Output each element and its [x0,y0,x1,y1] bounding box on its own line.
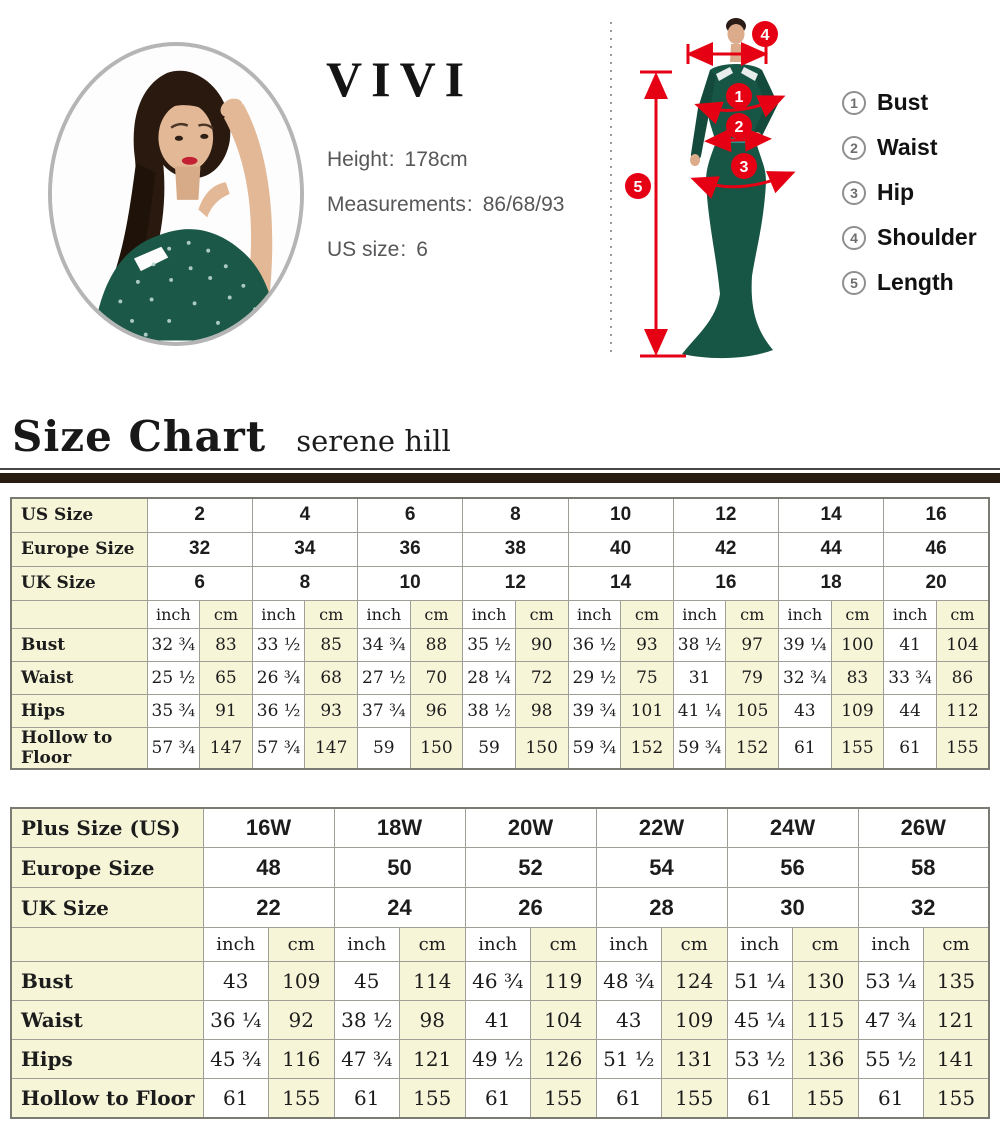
measurement-cell-inch: 36 ¼ [203,1001,269,1040]
legend-label: Length [877,269,954,295]
unit-cell-cm: cm [831,600,884,628]
measurement-cell-cm: 92 [269,1001,335,1040]
measurement-cell-cm: 152 [621,727,674,769]
unit-cell-cm: cm [400,928,466,962]
measurement-cell-cm: 91 [200,694,253,727]
legend-label: Hip [877,179,915,205]
measurement-cell-cm: 85 [305,628,358,661]
measure-row [11,628,989,661]
measurement-cell-inch: 39 ¾ [568,694,621,727]
measurement-cell-cm: 83 [200,628,253,661]
size-value-cell: 22W [596,808,727,848]
measurement-cell-inch: 25 ½ [147,661,200,694]
measurement-cell-inch: 28 ¼ [463,661,516,694]
badge-1: 1 [734,89,744,106]
measurement-cell-cm: 147 [305,727,358,769]
unit-cell-inch: inch [465,928,531,962]
measurements-line: Measurements: 86/68/93 [327,193,565,216]
unit-cell-inch: inch [673,600,726,628]
measurement-cell-cm: 83 [831,661,884,694]
circled-number-icon: 3 [842,181,866,205]
measurement-cell-inch: 49 ½ [465,1040,531,1079]
standard-size-table-mount [0,497,1000,770]
size-header-row [11,566,989,600]
measurement-cell-inch: 53 ¼ [858,962,924,1001]
legend-item-waist [842,125,977,170]
measurement-cell-cm: 70 [410,661,463,694]
measurement-cell-cm: 97 [726,628,779,661]
measurement-cell-cm: 115 [793,1001,859,1040]
measurement-cell-inch: 31 [673,661,726,694]
measurement-cell-cm: 136 [793,1040,859,1079]
size-value-cell: 44 [779,532,884,566]
measurement-cell-cm: 131 [662,1040,728,1079]
size-value-cell: 20W [465,808,596,848]
size-value-cell: 58 [858,848,989,888]
measurement-cell-cm: 86 [936,661,989,694]
size-value-cell: 8 [463,498,568,532]
divider-thick [0,473,1000,483]
measure-row [11,962,989,1001]
measurement-cell-cm: 93 [621,628,674,661]
size-header-row [11,888,989,928]
size-value-cell: 32 [147,532,252,566]
unit-cell-cm: cm [793,928,859,962]
measurement-cell-inch: 59 [463,727,516,769]
divider-thin [0,468,1000,470]
plus-size-table [10,807,990,1119]
size-header-row [11,808,989,848]
measurement-cell-cm: 141 [924,1040,990,1079]
size-value-cell: 36 [358,532,463,566]
measurement-cell-inch: 61 [727,1079,793,1118]
measurement-cell-inch: 39 ¼ [779,628,832,661]
size-value-cell: 14 [568,566,673,600]
measurement-cell-inch: 38 ½ [463,694,516,727]
measurement-cell-inch: 45 ¾ [203,1040,269,1079]
measurement-cell-cm: 104 [936,628,989,661]
measurement-cell-inch: 43 [779,694,832,727]
measurement-cell-inch: 37 ¾ [358,694,411,727]
size-value-cell: 26W [858,808,989,848]
measurement-cell-inch: 41 [465,1001,531,1040]
measurement-cell-inch: 41 ¼ [673,694,726,727]
measurement-cell-inch: 46 ¾ [465,962,531,1001]
circled-number-icon: 1 [842,91,866,115]
model-stats [327,148,564,283]
standard-size-table [10,497,990,770]
measurement-cell-cm: 75 [621,661,674,694]
size-value-cell: 18 [779,566,884,600]
measurement-cell-cm: 126 [531,1040,597,1079]
measurement-cell-inch: 32 ¾ [779,661,832,694]
unit-cell-inch: inch [358,600,411,628]
measurement-cell-cm: 100 [831,628,884,661]
measurement-cell-inch: 27 ½ [358,661,411,694]
size-value-cell: 32 [858,888,989,928]
measurement-cell-cm: 155 [924,1079,990,1118]
brand-subtitle: serene hill [296,424,451,458]
size-value-cell: 38 [463,532,568,566]
size-value-cell: 30 [727,888,858,928]
unit-cell-cm: cm [621,600,674,628]
size-value-cell: 12 [463,566,568,600]
unit-cell-inch: inch [147,600,200,628]
measurement-cell-cm: 112 [936,694,989,727]
size-value-cell: 52 [465,848,596,888]
circled-number-icon: 4 [842,226,866,250]
measurement-cell-cm: 121 [400,1040,466,1079]
measurement-cell-inch: 33 ¾ [884,661,937,694]
badge-4: 4 [760,27,770,44]
size-value-cell: 48 [203,848,334,888]
unit-row [11,928,989,962]
legend-item-hip [842,170,977,215]
measure-row [11,1001,989,1040]
measurement-cell-cm: 155 [936,727,989,769]
lips-shape [182,157,198,165]
measurement-cell-cm: 116 [269,1040,335,1079]
measurement-cell-inch: 29 ½ [568,661,621,694]
measurement-cell-inch: 51 ¼ [727,962,793,1001]
measurement-cell-cm: 96 [410,694,463,727]
unit-cell-cm: cm [924,928,990,962]
size-value-cell: 6 [358,498,463,532]
measurement-cell-cm: 90 [515,628,568,661]
size-value-cell: 22 [203,888,334,928]
dress-measurement-illustration [598,4,850,376]
measurement-legend [842,80,977,305]
measurements-value: 86/68/93 [482,193,565,216]
unit-cell-cm: cm [515,600,568,628]
row-label: Hollow to Floor [11,727,147,769]
measurement-cell-cm: 105 [726,694,779,727]
measurement-cell-cm: 155 [269,1079,335,1118]
legend-item-length [842,260,977,305]
measure-row [11,1079,989,1118]
row-label: US Size [11,498,147,532]
measurement-cell-cm: 130 [793,962,859,1001]
measurement-cell-cm: 104 [531,1001,597,1040]
measure-row [11,661,989,694]
row-label: Waist [11,1001,203,1040]
measurement-cell-cm: 155 [662,1079,728,1118]
measurement-cell-inch: 61 [203,1079,269,1118]
legend-item-shoulder [842,215,977,260]
row-label: Hips [11,1040,203,1079]
row-label: UK Size [11,566,147,600]
measurement-cell-inch: 61 [884,727,937,769]
badge-5: 5 [633,179,643,196]
measurement-cell-inch: 45 [334,962,400,1001]
size-header-row [11,848,989,888]
unit-cell-cm: cm [269,928,335,962]
eye-right [200,134,208,139]
measurement-cell-cm: 72 [515,661,568,694]
size-value-cell: 4 [252,498,357,532]
measurement-cell-cm: 124 [662,962,728,1001]
size-value-cell: 50 [334,848,465,888]
size-value-cell: 24W [727,808,858,848]
size-value-cell: 54 [596,848,727,888]
measurement-cell-cm: 109 [269,962,335,1001]
unit-cell-cm: cm [936,600,989,628]
measurement-cell-cm: 101 [621,694,674,727]
badge-3: 3 [739,159,749,176]
size-value-cell: 24 [334,888,465,928]
unit-cell-inch: inch [596,928,662,962]
measurement-cell-inch: 61 [779,727,832,769]
eye-left [175,136,183,141]
measurement-cell-inch: 61 [465,1079,531,1118]
row-label: Europe Size [11,848,203,888]
measurement-cell-inch: 38 ½ [673,628,726,661]
measurement-cell-inch: 36 ½ [252,694,305,727]
measure-row [11,727,989,769]
size-value-cell: 46 [884,532,989,566]
circled-number-icon: 2 [842,136,866,160]
title-section [0,412,1000,461]
row-label: Bust [11,962,203,1001]
measurement-cell-cm: 109 [831,694,884,727]
row-label: Bust [11,628,147,661]
measurement-cell-inch: 53 ½ [727,1040,793,1079]
measurement-cell-inch: 35 ¾ [147,694,200,727]
measurement-cell-inch: 43 [596,1001,662,1040]
legend-item-bust [842,80,977,125]
unit-cell-inch: inch [334,928,400,962]
measurement-cell-inch: 61 [334,1079,400,1118]
row-label: Plus Size (US) [11,808,203,848]
size-header-row [11,498,989,532]
measurement-cell-inch: 61 [858,1079,924,1118]
size-value-cell: 14 [779,498,884,532]
unit-cell-cm: cm [410,600,463,628]
waist-arrow [710,139,766,141]
row-label: Hollow to Floor [11,1079,203,1118]
measurement-cell-cm: 155 [531,1079,597,1118]
measurement-cell-cm: 93 [305,694,358,727]
measurement-cell-cm: 79 [726,661,779,694]
unit-cell-inch: inch [463,600,516,628]
measurement-cell-inch: 38 ½ [334,1001,400,1040]
unit-cell-inch: inch [203,928,269,962]
size-value-cell: 10 [358,566,463,600]
unit-cell-inch: inch [858,928,924,962]
size-value-cell: 40 [568,532,673,566]
measurement-cell-cm: 150 [410,727,463,769]
measurement-cell-cm: 114 [400,962,466,1001]
model-photo [48,42,304,346]
measurement-cell-inch: 59 ¾ [673,727,726,769]
size-value-cell: 2 [147,498,252,532]
row-label: Hips [11,694,147,727]
row-label [11,928,203,962]
unit-cell-cm: cm [305,600,358,628]
measurement-cell-inch: 43 [203,962,269,1001]
measurement-cell-inch: 26 ¾ [252,661,305,694]
measurement-cell-inch: 44 [884,694,937,727]
measurements-label: Measurements [327,193,466,216]
unit-row [11,600,989,628]
measurement-cell-inch: 61 [596,1079,662,1118]
badge-2: 2 [734,119,744,136]
unit-cell-inch: inch [252,600,305,628]
size-value-cell: 20 [884,566,989,600]
size-header-row [11,532,989,566]
size-value-cell: 6 [147,566,252,600]
model-portrait-illustration [52,46,300,342]
size-value-cell: 12 [673,498,778,532]
measure-row [11,1040,989,1079]
measurement-cell-inch: 45 ¼ [727,1001,793,1040]
size-value-cell: 28 [596,888,727,928]
model-info-section [0,0,1000,400]
size-value-cell: 16 [884,498,989,532]
measurement-cell-cm: 68 [305,661,358,694]
unit-cell-inch: inch [779,600,832,628]
measurement-cell-inch: 59 ¾ [568,727,621,769]
legend-label: Bust [877,89,929,115]
size-value-cell: 42 [673,532,778,566]
size-value-cell: 26 [465,888,596,928]
measurement-cell-cm: 155 [793,1079,859,1118]
height-line: Height: 178cm [327,148,468,171]
height-value: 178cm [404,148,468,171]
us-size-value: 6 [416,238,428,261]
size-value-cell: 10 [568,498,673,532]
measurement-cell-cm: 98 [400,1001,466,1040]
legend-label: Waist [877,134,938,160]
row-label [11,600,147,628]
measurement-cell-cm: 88 [410,628,463,661]
unit-cell-cm: cm [726,600,779,628]
unit-cell-cm: cm [200,600,253,628]
page-title: Size Chart [12,412,267,461]
height-label: Height [327,148,388,171]
measurement-cell-inch: 51 ½ [596,1040,662,1079]
measure-row [11,694,989,727]
measurement-cell-inch: 57 ¾ [252,727,305,769]
row-label: Waist [11,661,147,694]
size-value-cell: 56 [727,848,858,888]
unit-cell-inch: inch [727,928,793,962]
measurement-cell-cm: 147 [200,727,253,769]
measurement-cell-cm: 135 [924,962,990,1001]
measurement-cell-inch: 57 ¾ [147,727,200,769]
measurement-cell-cm: 109 [662,1001,728,1040]
us-size-label: US size [327,238,400,261]
measurement-cell-cm: 119 [531,962,597,1001]
size-value-cell: 8 [252,566,357,600]
measurement-cell-inch: 33 ½ [252,628,305,661]
measurement-cell-inch: 47 ¾ [858,1001,924,1040]
size-value-cell: 34 [252,532,357,566]
measurement-cell-cm: 155 [831,727,884,769]
measurement-cell-cm: 65 [200,661,253,694]
size-value-cell: 18W [334,808,465,848]
legend-label: Shoulder [877,224,977,250]
measurement-cell-inch: 48 ¾ [596,962,662,1001]
plus-size-table-mount [0,807,1000,1119]
row-label: UK Size [11,888,203,928]
row-label: Europe Size [11,532,147,566]
neck-shape [175,167,200,200]
size-value-cell: 16 [673,566,778,600]
measurement-cell-cm: 155 [400,1079,466,1118]
measurement-cell-inch: 41 [884,628,937,661]
measurement-cell-cm: 98 [515,694,568,727]
unit-cell-cm: cm [531,928,597,962]
measurement-cell-inch: 36 ½ [568,628,621,661]
unit-cell-cm: cm [662,928,728,962]
unit-cell-inch: inch [884,600,937,628]
us-size-line: US size: 6 [327,238,428,261]
circled-number-icon: 5 [842,271,866,295]
unit-cell-inch: inch [568,600,621,628]
measurement-cell-inch: 59 [358,727,411,769]
measurement-cell-inch: 34 ¾ [358,628,411,661]
measurement-cell-cm: 152 [726,727,779,769]
measurement-cell-inch: 47 ¾ [334,1040,400,1079]
measurement-cell-cm: 121 [924,1001,990,1040]
measurement-cell-inch: 35 ½ [463,628,516,661]
model-name: VIVI [326,51,474,107]
measurement-cell-cm: 150 [515,727,568,769]
measurement-cell-inch: 55 ½ [858,1040,924,1079]
measurement-diagram [598,4,850,376]
measurement-cell-inch: 32 ¾ [147,628,200,661]
size-value-cell: 16W [203,808,334,848]
